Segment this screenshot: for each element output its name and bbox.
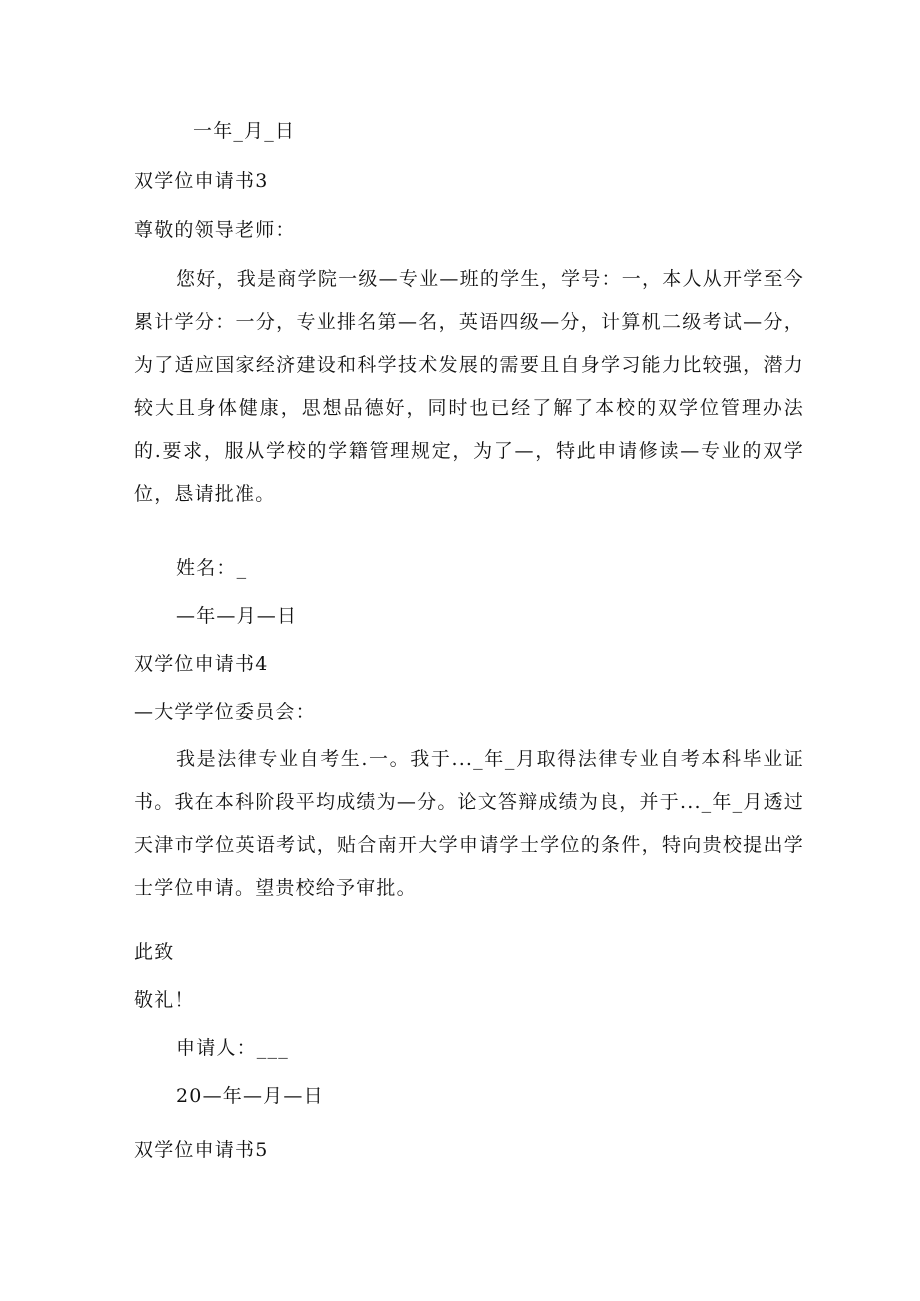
section-4-title: 双学位申请书4 [134, 653, 269, 675]
section-4-applicant-line: 申请人：___ [176, 1037, 289, 1059]
section-4-closing-2: 敬礼！ [134, 989, 195, 1011]
section-3-date-line: —年—月—日 [176, 605, 298, 627]
section-3-name-line: 姓名：_ [176, 557, 248, 579]
section-4-salutation: —大学学位委员会： [134, 701, 316, 723]
section-4-body: 我是法律专业自考生.一。我于..._年_月取得法律专业自考本科毕业证书。我在本科阶段平均成绩为—分。论文答辩成绩为良，并于..._年_月透过天津市学位英语考试，贴合南开大学申请学士学位的条件，特向贵校提出学士学位申请。望贵校给予审批。 [134, 748, 804, 899]
section-3-salutation: 尊敬的领导老师： [134, 219, 296, 241]
section-4-closing-1: 此致 [134, 941, 175, 963]
section-3-body: 您好，我是商学院一级—专业—班的学生，学号：一，本人从开学至今累计学分：一分，专业排名第—名，英语四级—分，计算机二级考试—分，为了适应国家经济建设和科学技术发展的需要且自身学习能力比较强，潜力较大且身体健康，思想品德好，同时也已经了解了本校的双学位管理办法的.要求，服从学校的学籍管理规定，为了—，特此申请修读—专业的双学位，恳请批准。 [134, 268, 804, 505]
section-5-title: 双学位申请书5 [134, 1139, 269, 1161]
section-3-title: 双学位申请书3 [134, 170, 269, 192]
section-4-date-line: 20—年—月—日 [176, 1085, 324, 1107]
date-line-top: 一年_月_日 [193, 120, 296, 142]
